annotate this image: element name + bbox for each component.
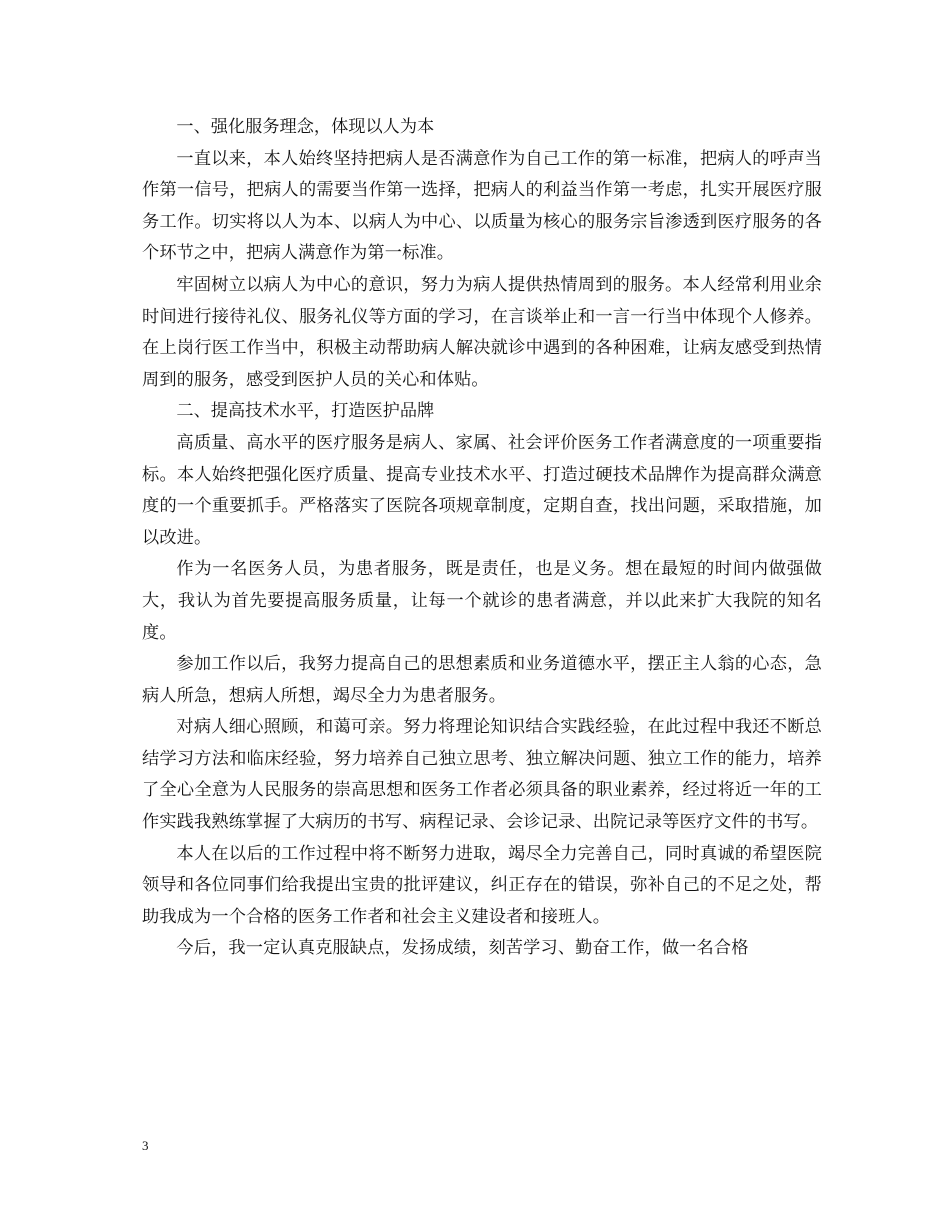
paragraph-8: 今后，我一定认真克服缺点，发扬成绩，刻苦学习、勤奋工作，做一名合格 <box>176 938 749 959</box>
paragraph-1: 一直以来，本人始终坚持把病人是否满意作为自己工作的第一标准，把病人的呼声当作第一信号，把病人的需要当作第一选择，把病人的利益当作第一考虑，扎实开展医疗服务工作。切实将以人为本、以病人为中心、以质量为核心的服务宗旨渗透到医疗服务的各个环节之中，把病人满意作为第一标准。 <box>142 148 822 264</box>
page-number: 3 <box>142 1138 149 1153</box>
paragraph-7: 本人在以后的工作过程中将不断努力进取，竭尽全力完善自己，同时真诚的希望医院领导和各位同事们给我提出宝贵的批评建议，纠正存在的错误，弥补自己的不足之处，帮助我成为一个合格的医务工作者和社会主义建设者和接班人。 <box>142 843 822 927</box>
paragraph-5: 参加工作以后，我努力提高自己的思想素质和业务道德水平，摆正主人翁的心态，急病人所急，想病人所想，竭尽全力为患者服务。 <box>142 654 822 706</box>
document-body <box>142 112 822 965</box>
section-heading-1: 一、强化服务理念，体现以人为本 <box>176 117 435 137</box>
paragraph-2: 牢固树立以病人为中心的意识，努力为病人提供热情周到的服务。本人经常利用业余时间进行接待礼仪、服务礼仪等方面的学习，在言谈举止和一言一行当中体现个人修养。在上岗行医工作当中，积极主动帮助病人解决就诊中遇到的各种困难，让病友感受到热情周到的服务，感受到医护人员的关心和体贴。 <box>142 274 822 390</box>
section-heading-2: 二、提高技术水平，打造医护品牌 <box>176 401 435 422</box>
paragraph-4: 作为一名医务人员，为患者服务，既是责任，也是义务。想在最短的时间内做强做大，我认为首先要提高服务质量，让每一个就诊的患者满意，并以此来扩大我院的知名度。 <box>142 559 822 643</box>
paragraph-3: 高质量、高水平的医疗服务是病人、家属、社会评价医务工作者满意度的一项重要指标。本人始终把强化医疗质量、提高专业技术水平、打造过硬技术品牌作为提高群众满意度的一个重要抓手。严格落实了医院各项规章制度，定期自查，找出问题，采取措施，加以改进。 <box>142 432 822 548</box>
paragraph-6: 对病人细心照顾，和蔼可亲。努力将理论知识结合实践经验，在此过程中我还不断总结学习方法和临床经验，努力培养自己独立思考、独立解决问题、独立工作的能力，培养了全心全意为人民服务的崇高思想和医务工作者必须具备的职业素养，经过将近一年的工作实践我熟练掌握了大病历的书写、病程记录、会诊记录、出院记录等医疗文件的书写。 <box>142 717 822 833</box>
